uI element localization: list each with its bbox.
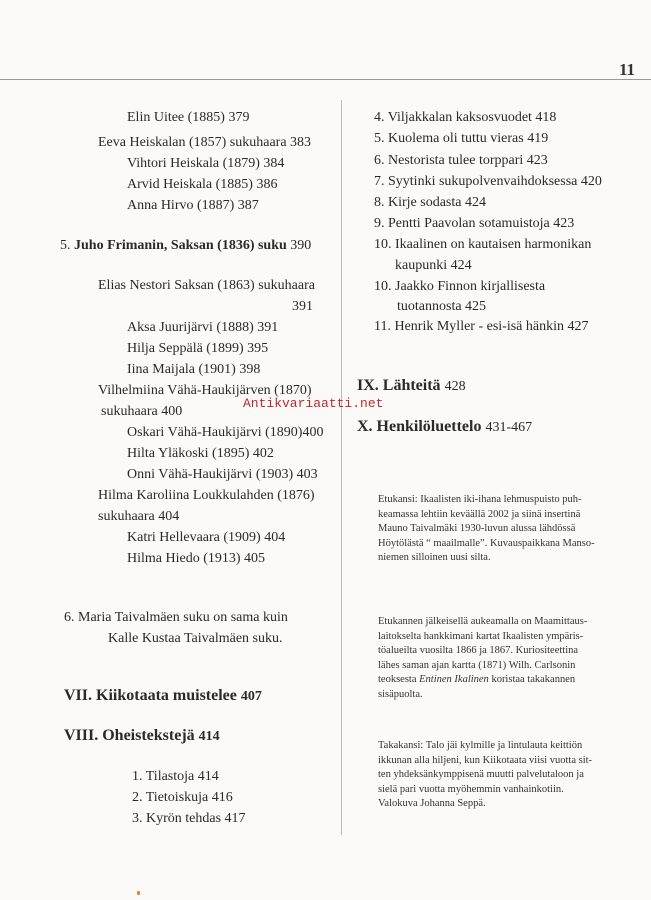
heading-title: VIII. Oheistekstejä bbox=[64, 727, 195, 744]
page-number: 11 bbox=[618, 60, 635, 79]
toc-chapter-6-cont: Kalle Kustaa Taivalmäen suku. bbox=[108, 631, 283, 646]
toc-entry: 8. Kirje sodasta 424 bbox=[374, 195, 486, 210]
heading-page: 428 bbox=[444, 379, 466, 394]
toc-entry: 6. Nestorista tulee torppari 423 bbox=[374, 153, 548, 168]
toc-entry: 1. Tilastoja 414 bbox=[132, 769, 219, 784]
toc-entry: sukuhaara 404 bbox=[98, 509, 180, 524]
toc-entry: Hilta Yläkoski (1895) 402 bbox=[127, 446, 274, 461]
caption-line: Valokuva Johanna Seppä. bbox=[378, 798, 486, 810]
toc-page: 390 bbox=[286, 238, 312, 253]
toc-entry: 4. Viljakkalan kaksosvuodet 418 bbox=[374, 110, 557, 125]
toc-entry: Hilja Seppälä (1899) 395 bbox=[127, 341, 269, 356]
toc-entry: Vilhelmiina Vähä-Haukijärven (1870) bbox=[98, 383, 312, 398]
toc-entry: Hilma Hiedo (1913) 405 bbox=[127, 551, 266, 566]
toc-entry: Onni Vähä-Haukijärvi (1903) 403 bbox=[127, 467, 318, 482]
toc-entry: kaupunki 424 bbox=[395, 258, 472, 273]
toc-entry: Oskari Vähä-Haukijärvi (1890)400 bbox=[127, 425, 324, 440]
toc-entry: Katri Hellevaara (1909) 404 bbox=[127, 530, 286, 545]
toc-entry: tuotannosta 425 bbox=[397, 299, 487, 314]
toc-heading-ix bbox=[357, 376, 466, 397]
caption-line: ten yhdeksänkymppisenä muutti palvelutaloon ja bbox=[378, 769, 584, 781]
toc-entry: 10. Jaakko Finnon kirjallisesta bbox=[374, 279, 546, 294]
toc-entry: Elias Nestori Saksan (1863) sukuhaara bbox=[98, 278, 315, 293]
caption-line: niemen silloinen uusi silta. bbox=[378, 552, 491, 564]
toc-entry: 2. Tietoiskuja 416 bbox=[132, 790, 233, 805]
caption-line: Höytölästä “ maailmalle”. Kuvauspaikkana Manso- bbox=[378, 537, 595, 549]
caption-text: koristaa takakannen bbox=[488, 674, 576, 686]
caption-text: teoksesta bbox=[378, 674, 420, 686]
caption-line bbox=[378, 673, 640, 688]
toc-chapter-title: Juho Frimanin, Saksan (1836) suku bbox=[74, 238, 287, 253]
toc-entry: Arvid Heiskala (1885) 386 bbox=[127, 177, 278, 192]
toc-entry: Iina Maijala (1901) 398 bbox=[127, 362, 261, 377]
page-speck bbox=[137, 891, 140, 895]
toc-chapter-6: 6. Maria Taivalmäen suku on sama kuin bbox=[64, 610, 288, 625]
toc-entry: Aksa Juurijärvi (1888) 391 bbox=[127, 320, 279, 335]
caption-maps bbox=[378, 615, 640, 703]
caption-front-cover bbox=[378, 493, 640, 566]
toc-number: 5. bbox=[60, 238, 74, 253]
toc-entry: Eeva Heiskalan (1857) sukuhaara 383 bbox=[98, 135, 312, 150]
toc-entry: Elin Uitee (1885) 379 bbox=[127, 110, 250, 125]
caption-book-title: Entinen Ikalinen bbox=[419, 674, 489, 686]
toc-entry: Anna Hirvo (1887) 387 bbox=[127, 198, 259, 213]
toc-heading-viii bbox=[64, 726, 220, 747]
heading-title: IX. Lähteitä bbox=[357, 377, 441, 394]
toc-heading-vii bbox=[64, 686, 262, 707]
heading-title: X. Henkilöluettelo bbox=[357, 418, 482, 435]
toc-entry: 11. Henrik Myller - esi-isä hänkin 427 bbox=[374, 319, 589, 334]
toc-entry: Hilma Karoliina Loukkulahden (1876) bbox=[98, 488, 315, 503]
watermark-text: Antikvariaatti.net bbox=[243, 396, 384, 411]
toc-chapter-5 bbox=[60, 237, 311, 254]
caption-line: laitokselta hankkimani kartat Ikaalisten ympäris- bbox=[378, 630, 584, 642]
toc-entry: 391 bbox=[292, 299, 313, 314]
heading-page: 414 bbox=[198, 729, 220, 744]
caption-line: töalueilta vuosilta 1866 ja 1867. Kuriositeettina bbox=[378, 645, 579, 657]
caption-line: Mauno Taivalmäki 1930-luvun alussa lähdössä bbox=[378, 523, 576, 535]
toc-entry: 3. Kyrön tehdas 417 bbox=[132, 811, 246, 826]
header-rule bbox=[0, 79, 651, 80]
toc-heading-x bbox=[357, 417, 532, 438]
toc-entry: Vihtori Heiskala (1879) 384 bbox=[127, 156, 285, 171]
heading-page: 431-467 bbox=[485, 420, 533, 435]
caption-line: keamassa lehtiin keväällä 2002 ja siinä insertinä bbox=[378, 508, 581, 520]
column-divider bbox=[341, 100, 342, 835]
toc-entry: sukuhaara 400 bbox=[101, 404, 183, 419]
toc-entry: 7. Syytinki sukupolvenvaihdoksessa 420 bbox=[374, 174, 602, 189]
caption-line: ikkunan alla hiljeni, kun Kiikotaata viisi vuotta sit- bbox=[378, 754, 593, 766]
caption-line: Etukansi: Ikaalisten iki-ihana lehmuspuisto puh- bbox=[378, 494, 582, 505]
caption-line: Takakansi: Talo jäi kylmille ja lintulauta keittiön bbox=[378, 740, 583, 751]
caption-back-cover bbox=[378, 739, 640, 812]
heading-page: 407 bbox=[240, 689, 262, 704]
heading-title: VII. Kiikotaata muistelee bbox=[64, 687, 237, 704]
toc-entry: 9. Pentti Paavolan sotamuistoja 423 bbox=[374, 216, 575, 231]
toc-entry: 5. Kuolema oli tuttu vieras 419 bbox=[374, 131, 549, 146]
toc-entry: 10. Ikaalinen on kautaisen harmonikan bbox=[374, 237, 592, 252]
caption-line: sisäpuolta. bbox=[378, 688, 423, 700]
caption-line: Etukannen jälkeisellä aukeamalla on Maamittaus- bbox=[378, 616, 588, 627]
caption-line: lähes saman ajan kartta (1871) Wilh. Carlsonin bbox=[378, 659, 576, 671]
caption-line: sielä pari vuotta myöhemmin vanhainkotiin. bbox=[378, 783, 564, 795]
